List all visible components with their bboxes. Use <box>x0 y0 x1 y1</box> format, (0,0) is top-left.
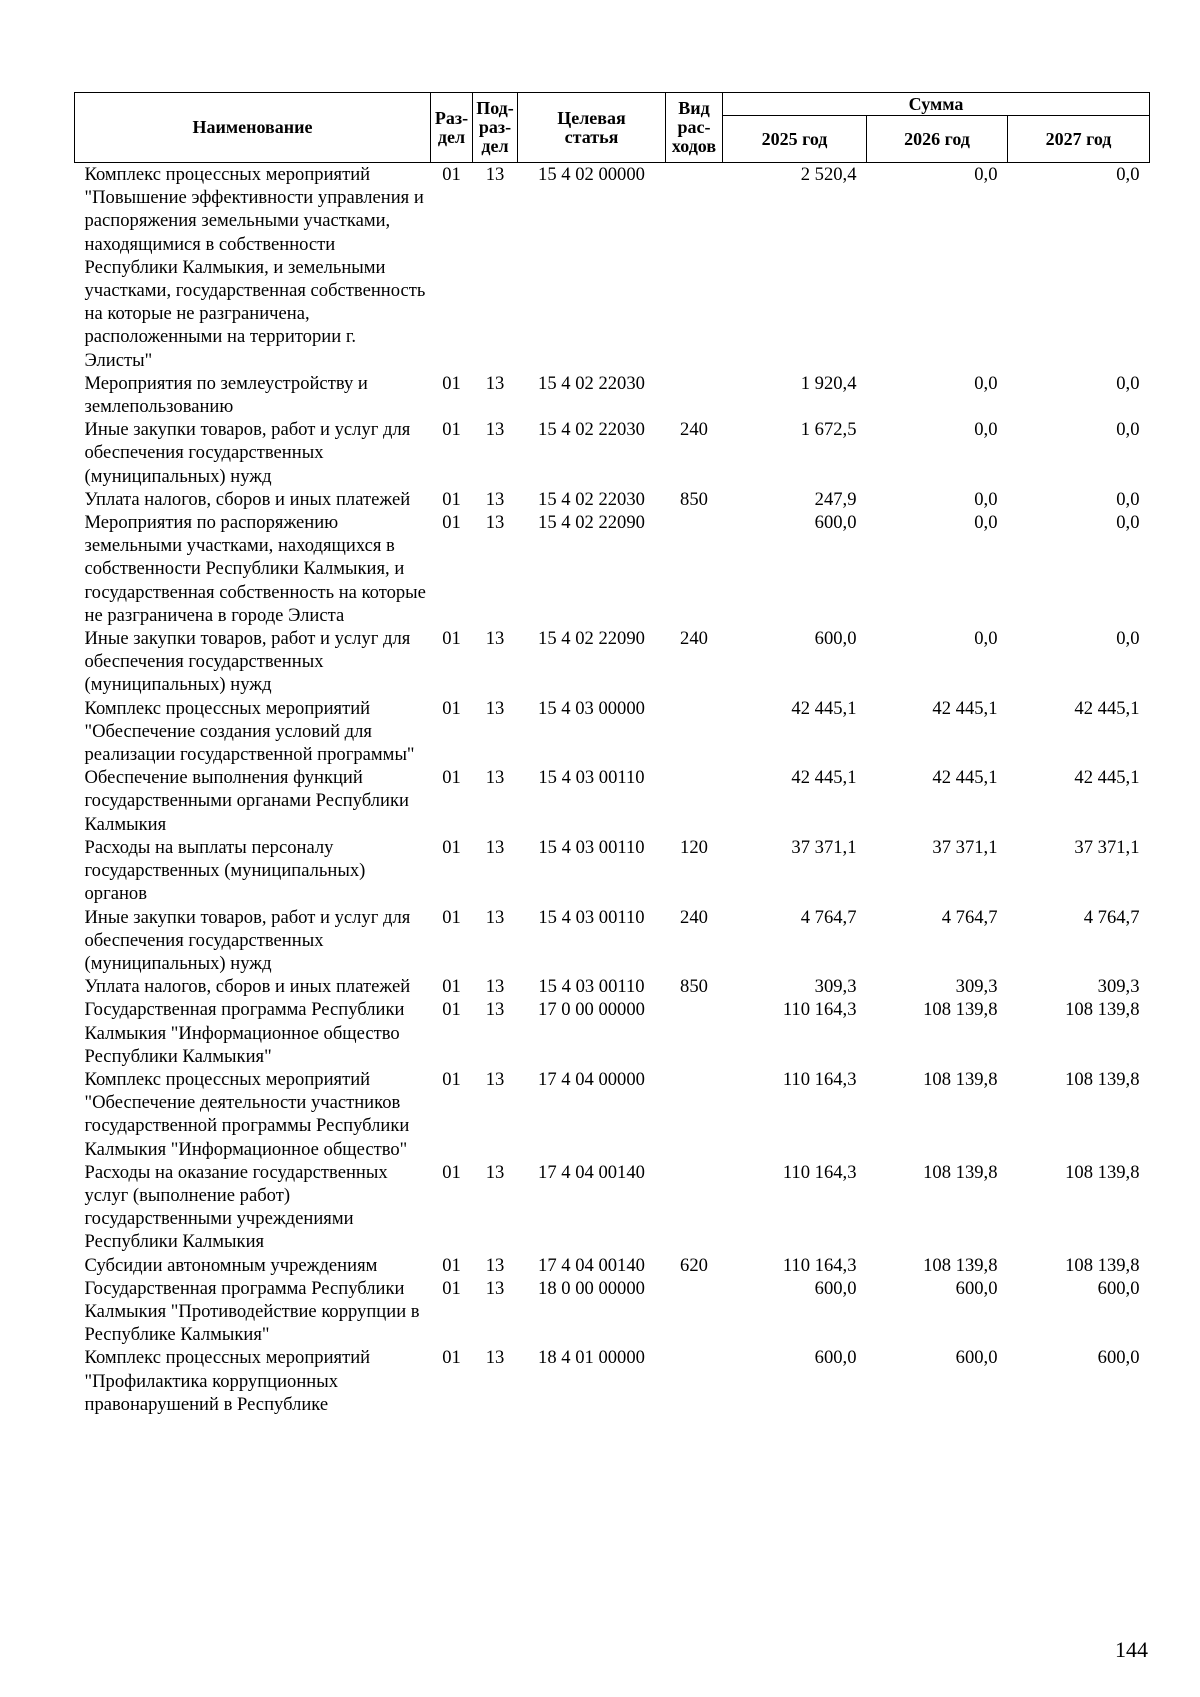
cell-podrazdel: 13 <box>485 836 505 858</box>
cell-target: 15 4 02 22030 <box>538 419 645 441</box>
table-row <box>75 627 1150 697</box>
cell-2027: 108 139,8 <box>1065 1161 1140 1183</box>
cell-2026: 42 445,1 <box>932 697 998 719</box>
table-row <box>75 372 1150 418</box>
cell-2026: 309,3 <box>955 976 998 998</box>
cell-target: 15 4 03 00110 <box>538 836 645 858</box>
cell-name: Государственная программа Республики Калмыкия "Информационное общество Республики Калмыкия" <box>84 999 405 1067</box>
cell-2027: 42 445,1 <box>1074 697 1140 719</box>
table-row <box>75 697 1150 767</box>
cell-2027: 108 139,8 <box>1065 1254 1140 1276</box>
header-name: Наименование <box>75 93 431 163</box>
header-razdel <box>431 93 473 163</box>
cell-2026: 600,0 <box>955 1347 998 1369</box>
cell-2027: 108 139,8 <box>1065 999 1140 1021</box>
cell-2025: 37 371,1 <box>791 836 857 858</box>
cell-2025: 600,0 <box>814 628 857 650</box>
cell-expense-type: 240 <box>680 419 708 441</box>
cell-name: Мероприятия по землеустройству и землепользованию <box>84 372 368 418</box>
header-sum: Сумма <box>723 93 1150 116</box>
cell-target: 15 4 02 22030 <box>538 488 645 510</box>
cell-2027: 0,0 <box>1116 628 1140 650</box>
cell-expense-type <box>666 163 723 372</box>
cell-2025: 600,0 <box>814 1277 857 1299</box>
cell-expense-type <box>666 1277 723 1347</box>
cell-expense-type <box>666 1161 723 1254</box>
header-year-2026: 2026 год <box>867 116 1008 163</box>
cell-name: Комплекс процессных мероприятий "Обеспечение деятельности участников государственной программы Республики Калмыкия "Информационное общество" <box>84 1068 410 1160</box>
cell-razdel: 01 <box>442 836 461 858</box>
cell-name: Субсидии автономным учреждениям <box>84 1254 378 1276</box>
header-target <box>518 93 666 163</box>
header-expense-type <box>666 93 723 163</box>
cell-name: Расходы на оказание государственных услуг (выполнение работ) государственными учреждениями Республики Калмыкия <box>84 1161 388 1253</box>
cell-2026: 0,0 <box>974 164 998 185</box>
cell-razdel: 01 <box>442 1254 461 1276</box>
cell-razdel: 01 <box>442 512 461 534</box>
cell-podrazdel: 13 <box>485 164 505 185</box>
cell-2025: 2 520,4 <box>800 164 857 185</box>
table-row <box>75 1346 1150 1416</box>
cell-podrazdel: 13 <box>485 1068 505 1090</box>
cell-razdel: 01 <box>442 1347 461 1369</box>
cell-target: 18 0 00 00000 <box>538 1277 645 1299</box>
budget-table <box>74 92 1150 1416</box>
cell-expense-type <box>666 511 723 627</box>
cell-name: Иные закупки товаров, работ и услуг для обеспечения государственных (муниципальных) нужд <box>84 419 411 487</box>
cell-2027: 0,0 <box>1116 164 1140 185</box>
cell-name: Уплата налогов, сборов и иных платежей <box>84 976 411 998</box>
cell-target: 15 4 02 22090 <box>538 628 645 650</box>
cell-2026: 108 139,8 <box>923 999 998 1021</box>
cell-expense-type: 850 <box>680 488 708 510</box>
cell-expense-type <box>666 1346 723 1416</box>
table-row <box>75 1254 1150 1277</box>
cell-expense-type <box>666 998 723 1068</box>
cell-target: 17 4 04 00000 <box>538 1068 645 1090</box>
cell-expense-type <box>666 766 723 836</box>
cell-target: 17 0 00 00000 <box>538 999 645 1021</box>
cell-2025: 1 672,5 <box>800 419 857 441</box>
table-row <box>75 1161 1150 1254</box>
cell-podrazdel: 13 <box>485 1347 505 1369</box>
cell-2026: 42 445,1 <box>932 767 998 789</box>
cell-podrazdel: 13 <box>485 419 505 441</box>
cell-expense-type: 240 <box>680 628 708 650</box>
cell-name: Иные закупки товаров, работ и услуг для обеспечения государственных (муниципальных) нужд <box>84 906 411 974</box>
cell-2025: 110 164,3 <box>782 999 857 1021</box>
cell-name: Уплата налогов, сборов и иных платежей <box>84 488 411 510</box>
header-expense-type-text: Вид рас- ходов <box>671 98 717 156</box>
cell-2027: 0,0 <box>1116 372 1140 394</box>
cell-razdel: 01 <box>442 906 461 928</box>
cell-razdel: 01 <box>442 419 461 441</box>
cell-target: 18 4 01 00000 <box>538 1347 645 1369</box>
cell-name: Комплекс процессных мероприятий "Повышение эффективности управления и распоряжения земельными участками, находящимися в собственности Республики Калмыкия, и земельными участками, государственная собственность на которые не разграничена, расположенными на территории г. Элисты" <box>84 164 426 371</box>
cell-podrazdel: 13 <box>485 512 505 534</box>
cell-2027: 309,3 <box>1097 976 1140 998</box>
header-target-text: Целевая статья <box>557 107 626 147</box>
cell-podrazdel: 13 <box>485 976 505 998</box>
cell-expense-type: 850 <box>680 976 708 998</box>
cell-target: 15 4 02 22090 <box>538 512 645 534</box>
cell-razdel: 01 <box>442 1161 461 1183</box>
cell-razdel: 01 <box>442 628 461 650</box>
table-row <box>75 998 1150 1068</box>
cell-podrazdel: 13 <box>485 697 505 719</box>
cell-2025: 247,9 <box>814 488 857 510</box>
cell-razdel: 01 <box>442 488 461 510</box>
cell-2027: 0,0 <box>1116 488 1140 510</box>
page-number: 144 <box>1115 1637 1148 1662</box>
header-year-2025: 2025 год <box>723 116 867 163</box>
cell-2027: 108 139,8 <box>1065 1068 1140 1090</box>
cell-2026: 108 139,8 <box>923 1254 998 1276</box>
table-row <box>75 511 1150 627</box>
cell-2025: 309,3 <box>814 976 857 998</box>
header-year-2027: 2027 год <box>1008 116 1150 163</box>
table-row <box>75 975 1150 998</box>
cell-podrazdel: 13 <box>485 1254 505 1276</box>
cell-2027: 37 371,1 <box>1074 836 1140 858</box>
cell-2026: 0,0 <box>974 488 998 510</box>
header-podrazdel-text: Под- раз- дел <box>476 98 514 156</box>
cell-2025: 110 164,3 <box>782 1254 857 1276</box>
table-row <box>75 418 1150 488</box>
cell-2025: 110 164,3 <box>782 1068 857 1090</box>
cell-name: Расходы на выплаты персоналу государственных (муниципальных) органов <box>84 836 366 905</box>
cell-name: Государственная программа Республики Калмыкия "Противодействие коррупции в Республике Калмыкия" <box>84 1277 420 1346</box>
cell-target: 15 4 03 00110 <box>538 976 645 998</box>
cell-target: 15 4 03 00000 <box>538 697 645 719</box>
cell-name: Мероприятия по распоряжению земельными участками, находящихся в собственности Республики Калмыкия, и государственная собственность на которые не разграничена в городе Элиста <box>84 512 426 626</box>
cell-2027: 600,0 <box>1097 1347 1140 1369</box>
cell-podrazdel: 13 <box>485 488 505 510</box>
cell-podrazdel: 13 <box>485 767 505 789</box>
cell-razdel: 01 <box>442 976 461 998</box>
cell-2027: 600,0 <box>1097 1277 1140 1299</box>
cell-name: Комплекс процессных мероприятий "Обеспечение создания условий для реализации государственной программы" <box>84 697 415 766</box>
header-podrazdel <box>473 93 518 163</box>
cell-2026: 108 139,8 <box>923 1161 998 1183</box>
cell-podrazdel: 13 <box>485 628 505 650</box>
budget-table-sheet <box>74 92 1149 1416</box>
cell-target: 17 4 04 00140 <box>538 1254 645 1276</box>
cell-name: Обеспечение выполнения функций государственными органами Республики Калмыкия <box>84 767 409 835</box>
cell-podrazdel: 13 <box>485 1161 505 1183</box>
cell-target: 15 4 03 00110 <box>538 906 645 928</box>
cell-2025: 4 764,7 <box>800 906 857 928</box>
cell-2025: 600,0 <box>814 512 857 534</box>
cell-expense-type <box>666 1068 723 1161</box>
cell-2025: 1 920,4 <box>800 372 857 394</box>
cell-razdel: 01 <box>442 1068 461 1090</box>
cell-2025: 110 164,3 <box>782 1161 857 1183</box>
cell-2027: 42 445,1 <box>1074 767 1140 789</box>
cell-name: Иные закупки товаров, работ и услуг для обеспечения государственных (муниципальных) нужд <box>84 628 411 696</box>
cell-razdel: 01 <box>442 767 461 789</box>
cell-expense-type: 240 <box>680 906 708 928</box>
table-row <box>75 836 1150 906</box>
table-row <box>75 488 1150 511</box>
cell-2027: 0,0 <box>1116 419 1140 441</box>
cell-2026: 0,0 <box>974 419 998 441</box>
table-row <box>75 906 1150 976</box>
cell-2027: 0,0 <box>1116 512 1140 534</box>
cell-razdel: 01 <box>442 999 461 1021</box>
cell-expense-type: 620 <box>680 1254 708 1276</box>
cell-target: 15 4 02 00000 <box>538 164 645 185</box>
cell-razdel: 01 <box>442 164 461 185</box>
table-body <box>75 163 1150 1416</box>
cell-2026: 4 764,7 <box>941 906 998 928</box>
cell-2025: 42 445,1 <box>791 697 857 719</box>
table-row <box>75 766 1150 836</box>
table-header <box>75 93 1150 163</box>
cell-2026: 108 139,8 <box>923 1068 998 1090</box>
cell-podrazdel: 13 <box>485 906 505 928</box>
cell-name: Комплекс процессных мероприятий "Профилактика коррупционных правонарушений в Республике <box>84 1347 371 1415</box>
cell-2025: 600,0 <box>814 1347 857 1369</box>
cell-expense-type <box>666 372 723 418</box>
cell-podrazdel: 13 <box>485 999 505 1021</box>
table-row <box>75 1277 1150 1347</box>
cell-2026: 0,0 <box>974 372 998 394</box>
cell-razdel: 01 <box>442 697 461 719</box>
cell-razdel: 01 <box>442 372 461 394</box>
table-row <box>75 1068 1150 1161</box>
cell-2026: 600,0 <box>955 1277 998 1299</box>
cell-target: 15 4 03 00110 <box>538 767 645 789</box>
cell-podrazdel: 13 <box>485 1277 505 1299</box>
cell-expense-type <box>666 697 723 767</box>
cell-2025: 42 445,1 <box>791 767 857 789</box>
cell-razdel: 01 <box>442 1277 461 1299</box>
cell-target: 15 4 02 22030 <box>538 372 645 394</box>
cell-2027: 4 764,7 <box>1083 906 1140 928</box>
table-row <box>75 163 1150 372</box>
cell-target: 17 4 04 00140 <box>538 1161 645 1183</box>
cell-2026: 0,0 <box>974 512 998 534</box>
cell-2026: 37 371,1 <box>932 836 998 858</box>
cell-2026: 0,0 <box>974 628 998 650</box>
header-razdel-text: Раз- дел <box>434 107 469 147</box>
cell-podrazdel: 13 <box>485 372 505 394</box>
cell-expense-type: 120 <box>680 836 708 858</box>
